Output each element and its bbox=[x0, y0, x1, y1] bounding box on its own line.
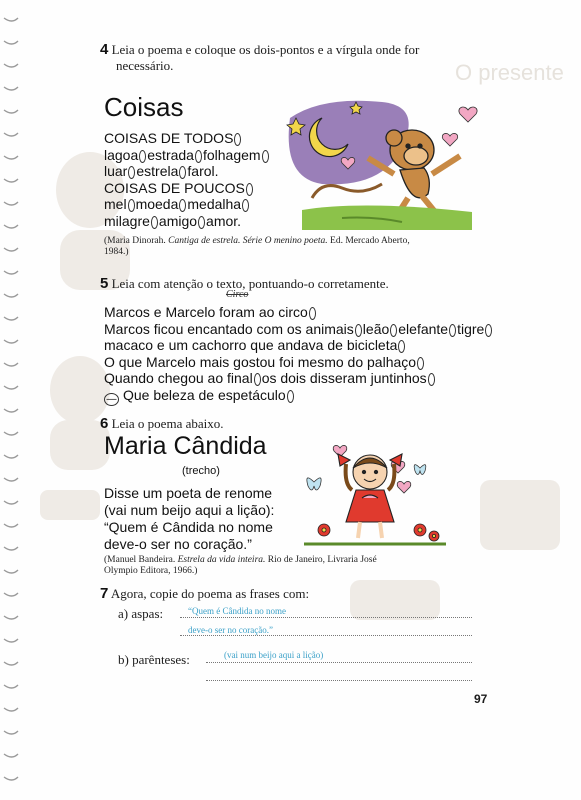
spiral-binding bbox=[0, 0, 22, 800]
punctuation-slot[interactable] bbox=[128, 166, 135, 179]
answer-a-line-1[interactable] bbox=[180, 617, 472, 618]
exercise-6-instruction: 6 Leia o poema abaixo. bbox=[100, 415, 224, 432]
punctuation-slot[interactable] bbox=[428, 373, 435, 386]
punctuation-slot[interactable] bbox=[246, 183, 253, 196]
poem-line: luar estrela farol. bbox=[104, 163, 219, 179]
exercise-5-instruction: 5 Leia com atenção o texto, pontuando-o corretamente. bbox=[100, 275, 389, 292]
answer-b-label: b) parênteses: bbox=[118, 652, 190, 667]
answer-a-text-1: “Quem é Cândida no nome bbox=[188, 606, 286, 616]
punctuation-slot[interactable] bbox=[398, 340, 405, 353]
punctuation-slot[interactable] bbox=[485, 324, 492, 337]
punctuation-slot[interactable] bbox=[195, 150, 202, 163]
answer-b-text-1: (vai num beijo aqui a lição) bbox=[224, 650, 324, 660]
monkey-illustration bbox=[282, 88, 482, 230]
poem-line: COISAS DE POUCOS bbox=[104, 180, 270, 197]
answer-a-text-2: deve-o ser no coração.” bbox=[188, 625, 273, 635]
punctuation-slot[interactable] bbox=[234, 133, 241, 146]
poem-line: milagre amigo amor. bbox=[104, 212, 242, 229]
exercise-7-number: 7 bbox=[100, 585, 109, 602]
punctuation-slot[interactable] bbox=[151, 216, 158, 229]
exercise-5-text bbox=[104, 304, 493, 406]
punctuation-slot[interactable] bbox=[262, 150, 269, 163]
exercise-4-number: 4 bbox=[100, 41, 109, 58]
punctuation-slot[interactable] bbox=[198, 216, 205, 229]
poem-line: (vai num beijo aqui a lição): bbox=[104, 502, 275, 518]
handwritten-correction: Circo bbox=[226, 289, 249, 300]
poem-title-maria-candida: Maria Cândida bbox=[104, 432, 267, 460]
poem-coisas bbox=[104, 130, 270, 229]
poem-line: COISAS DE TODOS bbox=[104, 130, 270, 147]
answer-a-line-2[interactable] bbox=[180, 635, 472, 636]
poem-subtitle: (trecho) bbox=[182, 465, 220, 477]
punctuation-slot[interactable] bbox=[417, 357, 424, 370]
answer-a-label: a) aspas: bbox=[118, 606, 164, 621]
poem-title-coisas: Coisas bbox=[104, 92, 184, 122]
punctuation-slot[interactable] bbox=[179, 199, 186, 212]
punctuation-slot[interactable] bbox=[309, 307, 316, 320]
exercise-4-instruction: 4 Leia o poema e coloque os dois-pontos e a vírgula onde for necessário. bbox=[100, 41, 420, 73]
answer-b-line-2[interactable] bbox=[206, 680, 472, 681]
exercise-5-number: 5 bbox=[100, 275, 109, 292]
punctuation-slot[interactable] bbox=[179, 166, 186, 179]
text-line: Marcos ficou encantado com os animais leão elefante tigre bbox=[104, 321, 493, 338]
text-line: O que Marcelo mais gostou foi mesmo do palhaço bbox=[104, 354, 493, 371]
punctuation-slot[interactable] bbox=[139, 150, 146, 163]
punctuation-slot[interactable] bbox=[242, 199, 249, 212]
page-number: 97 bbox=[474, 692, 488, 706]
punctuation-slot[interactable] bbox=[390, 324, 397, 337]
poem-line: Disse um poeta de renome bbox=[104, 485, 273, 501]
poem-maria-candida bbox=[104, 485, 274, 553]
text-line: Marcos e Marcelo foram ao circo bbox=[104, 304, 493, 321]
poem-maria-candida-credit: (Manuel Bandeira. Estrela da vida inteira. Rio de Janeiro, Livraria José Olympio Editora, 1966.) bbox=[104, 555, 377, 576]
text-line: Quando chegou ao final os dois disseram juntinhos bbox=[104, 370, 493, 387]
exercise-6-number: 6 bbox=[100, 415, 109, 432]
bleed-through-text: O presente bbox=[455, 60, 564, 85]
poem-line: deve-o ser no coração.” bbox=[104, 536, 252, 552]
poem-line: lagoa estrada folhagem bbox=[104, 147, 270, 164]
text-line: macaco e um cachorro que andava de bicicleta bbox=[104, 337, 493, 354]
exercise-7-instruction: 7 Agora, copie do poema as frases com: bbox=[100, 585, 310, 602]
punctuation-slot[interactable] bbox=[287, 390, 294, 403]
punctuation-slot[interactable] bbox=[449, 324, 456, 337]
punctuation-slot[interactable] bbox=[128, 199, 135, 212]
text-line: — Que beleza de espetáculo bbox=[104, 387, 493, 406]
answer-b-line-1[interactable] bbox=[206, 662, 472, 663]
flower-icon bbox=[318, 524, 439, 541]
punctuation-slot[interactable] bbox=[355, 324, 362, 337]
poem-line: mel moeda medalha bbox=[104, 196, 270, 213]
poem-line: “Quem é Cândida no nome bbox=[104, 519, 273, 535]
punctuation-slot[interactable] bbox=[254, 373, 261, 386]
girl-illustration bbox=[300, 434, 450, 550]
dash-slot[interactable]: — bbox=[104, 393, 119, 406]
poem-coisas-credit: (Maria Dinorah. Cantiga de estrela. Série O menino poeta. Ed. Mercado Aberto, 1984.) bbox=[104, 236, 410, 257]
